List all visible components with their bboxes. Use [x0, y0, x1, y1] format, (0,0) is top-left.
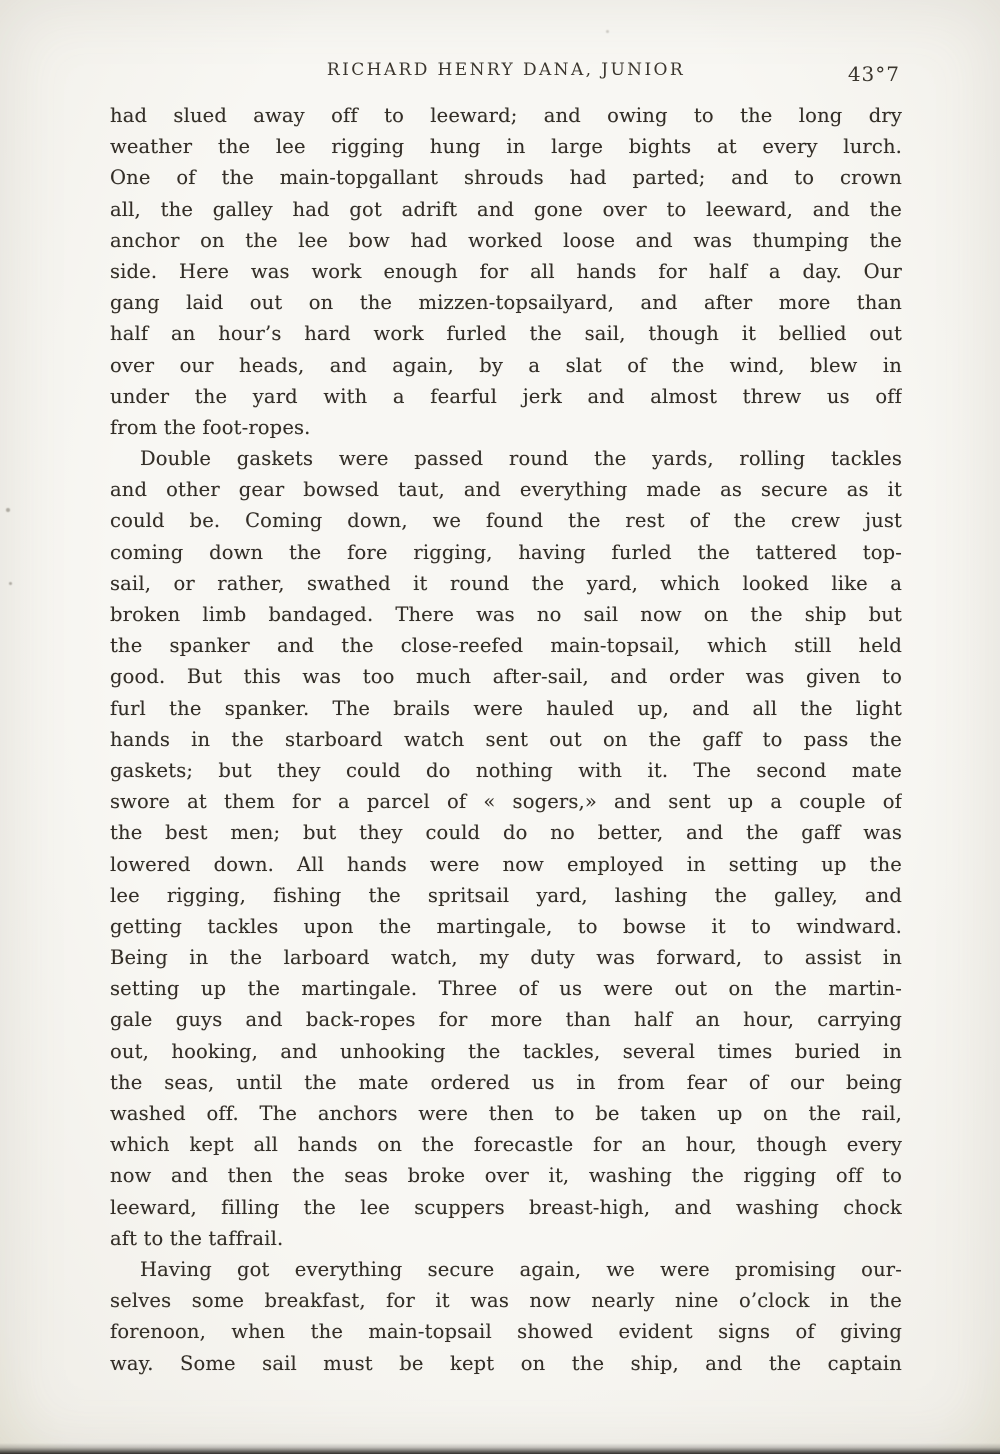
text-line: good. But this was too much after-sail, and order was given to — [110, 665, 902, 689]
text-line: setting up the martingale. Three of us were out on the martin- — [110, 977, 902, 1001]
text-line: could be. Coming down, we found the rest of the crew just — [110, 509, 902, 533]
text-line: getting tackles upon the martingale, to bowse it to windward. — [110, 914, 902, 938]
scan-speck — [9, 582, 12, 585]
text-line: had slued away off to leeward; and owing to the long dry — [110, 104, 902, 127]
text-line: the spanker and the close-reefed main-topsail, which still held — [110, 634, 902, 658]
text-line: weather the lee rigging hung in large bights at every lurch. — [110, 135, 902, 159]
paragraph — [110, 443, 902, 1254]
text-line: over our heads, and again, by a slat of the wind, blew in — [110, 353, 902, 377]
text-line: from the foot-ropes. — [110, 415, 311, 439]
text-line: Having got everything secure again, we were promising our- — [140, 1257, 902, 1281]
text-line: coming down the fore rigging, having furled the tattered top- — [110, 540, 902, 564]
text-line: hands in the starboard watch sent out on the gaff to pass the — [110, 727, 902, 751]
page-number: 43°7 — [847, 62, 900, 86]
paragraph — [110, 100, 902, 443]
text-line: and other gear bowsed taut, and everything made as secure as it — [110, 478, 902, 502]
text-line: way. Some sail must be kept on the ship, and the captain — [110, 1351, 902, 1375]
text-line: swore at them for a parcel of « sogers,» and sent up a couple of — [110, 790, 902, 814]
text-line: One of the main-topgallant shrouds had parted; and to crown — [110, 166, 902, 190]
text-line: forenoon, when the main-topsail showed evident signs of giving — [110, 1320, 902, 1344]
scan-edge — [0, 1443, 1000, 1454]
paragraph — [110, 1254, 902, 1379]
text-line: all, the galley had got adrift and gone over to leeward, and the — [110, 197, 902, 221]
text-line: washed off. The anchors were then to be taken up on the rail, — [110, 1102, 902, 1125]
text-line: half an hour’s hard work furled the sail, though it bellied out — [110, 322, 902, 346]
text-line: leeward, filling the lee scuppers breast-high, and washing chock — [110, 1195, 902, 1219]
text-line: Being in the larboard watch, my duty was forward, to assist in — [110, 946, 902, 970]
page-body — [110, 100, 902, 1379]
text-line: broken limb bandaged. There was no sail now on the ship but — [110, 603, 902, 626]
text-line: Double gaskets were passed round the yards, rolling tackles — [140, 447, 902, 471]
text-line: the seas, until the mate ordered us in from fear of our being — [110, 1070, 902, 1094]
page-header — [110, 58, 902, 90]
text-line: selves some breakfast, for it was now nearly nine o’clock in the — [110, 1289, 902, 1313]
running-title: RICHARD HENRY DANA, JUNIOR — [326, 60, 686, 80]
text-line: which kept all hands on the forecastle for an hour, though every — [110, 1133, 902, 1157]
text-line: gale guys and back-ropes for more than half an hour, carrying — [110, 1008, 902, 1032]
text-line: gang laid out on the mizzen-topsailyard, and after more than — [110, 291, 902, 315]
text-line: lowered down. All hands were now employed in setting up the — [110, 852, 902, 876]
text-line: aft to the taffrail. — [110, 1226, 284, 1250]
text-line: gaskets; but they could do nothing with it. The second mate — [110, 758, 902, 782]
text-line: out, hooking, and unhooking the tackles, several times buried in — [110, 1039, 902, 1063]
text-line: now and then the seas broke over it, washing the rigging off to — [110, 1164, 902, 1188]
text-line: anchor on the lee bow had worked loose and was thumping the — [110, 228, 902, 252]
scan-speck — [606, 30, 609, 33]
scan-speck — [6, 508, 10, 512]
text-line: side. Here was work enough for all hands for half a day. Our — [110, 259, 902, 283]
text-line: sail, or rather, swathed it round the yard, which looked like a — [110, 571, 902, 595]
text-line: furl the spanker. The brails were hauled up, and all the light — [110, 696, 902, 720]
text-line: lee rigging, fishing the spritsail yard, lashing the galley, and — [110, 883, 902, 907]
text-line: the best men; but they could do no better, and the gaff was — [110, 821, 902, 845]
text-line: under the yard with a fearful jerk and almost threw us off — [110, 384, 902, 408]
